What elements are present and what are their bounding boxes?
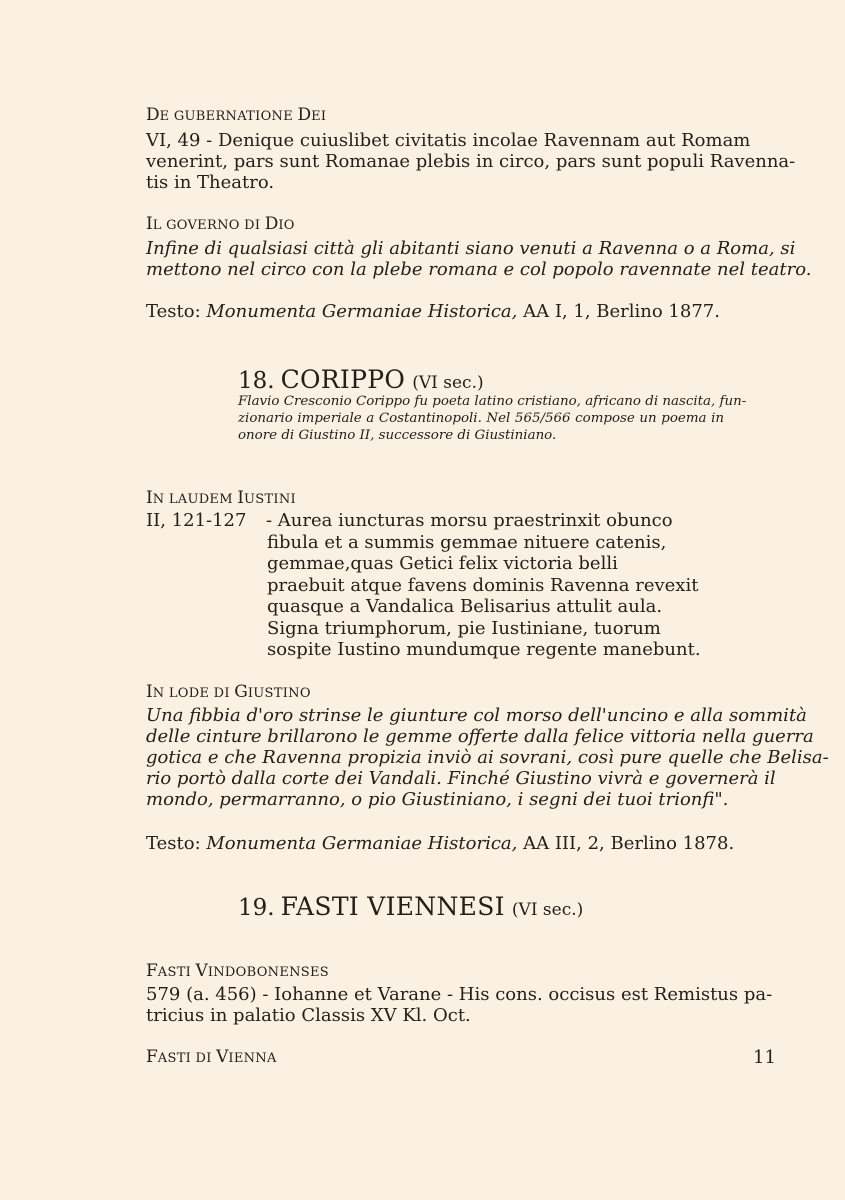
verse-line: - Aurea iuncturas morsu praestrinxit obunco <box>266 510 673 531</box>
italian-heading-il-governo: IL GOVERNO DI DIO <box>146 214 295 234</box>
verse-reference: II, 121-127 <box>146 510 247 531</box>
source-citation: Testo: Monumenta Germaniae Historica, AA I, 1, Berlino 1877. <box>146 301 720 322</box>
verse-line: Signa triumphorum, pie Iustiniane, tuorum <box>267 617 661 639</box>
source-citation: Testo: Monumenta Germaniae Historica, AA III, 2, Berlino 1878. <box>146 833 735 854</box>
italian-heading-in-lode: IN LODE DI GIUSTINO <box>146 682 311 702</box>
text-line: rio portò dalla corte dei Vandali. Finché Giustino vivrà e governerà il <box>146 768 776 789</box>
text-line: Infine di qualsiasi città gli abitanti siano venuti a Ravenna o a Roma, si <box>146 238 796 259</box>
text-line: tis in Theatro. <box>146 172 275 193</box>
italian-translation-block <box>146 705 829 810</box>
verse-line: quasque a Vandalica Belisarius attulit aula. <box>267 596 663 617</box>
text-line: VI, 49 - Denique cuiuslibet civitatis incolae Ravennam aut Romam <box>146 130 751 151</box>
latin-text-block <box>146 130 796 193</box>
verse-line: fibula et a summis gemmae nituere catenis, <box>267 531 667 553</box>
author-intro <box>238 393 747 444</box>
page-number: 11 <box>753 1047 776 1068</box>
text-line: mettono nel circo con la plebe romana e col popolo ravennate nel teatro. <box>146 259 812 280</box>
latin-heading-in-laudem: IN LAUDEM IUSTINI <box>146 488 296 508</box>
italian-heading-fasti-di-vienna: FASTI DI VIENNA <box>146 1047 277 1067</box>
text-line: 579 (a. 456) - Iohanne et Varane - His cons. occisus est Remistus pa- <box>146 984 773 1005</box>
text-line: mondo, permarranno, o pio Giustiniano, i segni dei tuoi trionfi". <box>146 789 729 810</box>
verse-line: praebuit atque favens dominis Ravenna revexit <box>267 574 699 596</box>
latin-heading-fasti-vindobonenses: FASTI VINDOBONENSES <box>146 961 329 981</box>
text-line: gotica e che Ravenna propizia inviò ai sovrani, così pure quelle che Belisa- <box>146 747 829 768</box>
text-line: tricius in palatio Classis XV Kl. Oct. <box>146 1005 471 1026</box>
latin-heading-de-gubernatione: DE GUBERNATIONE DEI <box>146 105 327 125</box>
section-heading-corippo: 18. CORIPPO (VI sec.) <box>238 365 484 394</box>
verse-line: gemmae,quas Getici felix victoria belli <box>267 553 618 574</box>
text-line: Flavio Cresconio Corippo fu poeta latino cristiano, africano di nascita, fun- <box>238 394 747 409</box>
text-line: zionario imperiale a Costantinopoli. Nel 565/566 compose un poema in <box>238 411 724 426</box>
latin-text-block <box>146 984 773 1026</box>
text-line: delle cinture brillarono le gemme offerte dalla felice vittoria nella guerra <box>146 726 814 747</box>
text-line: Una fibbia d'oro strinse le giunture col morso dell'uncino e alla sommità <box>146 705 807 726</box>
verse-line: sospite Iustino mundumque regente manebunt. <box>267 639 701 660</box>
text-line: onore di Giustino II, successore di Giustiniano. <box>238 428 557 443</box>
italian-translation-block <box>146 238 812 280</box>
section-heading-fasti-viennesi: 19. FASTI VIENNESI (VI sec.) <box>238 892 584 921</box>
latin-verse-block <box>146 510 746 661</box>
text-line: venerint, pars sunt Romanae plebis in circo, pars sunt populi Ravenna- <box>146 151 796 172</box>
